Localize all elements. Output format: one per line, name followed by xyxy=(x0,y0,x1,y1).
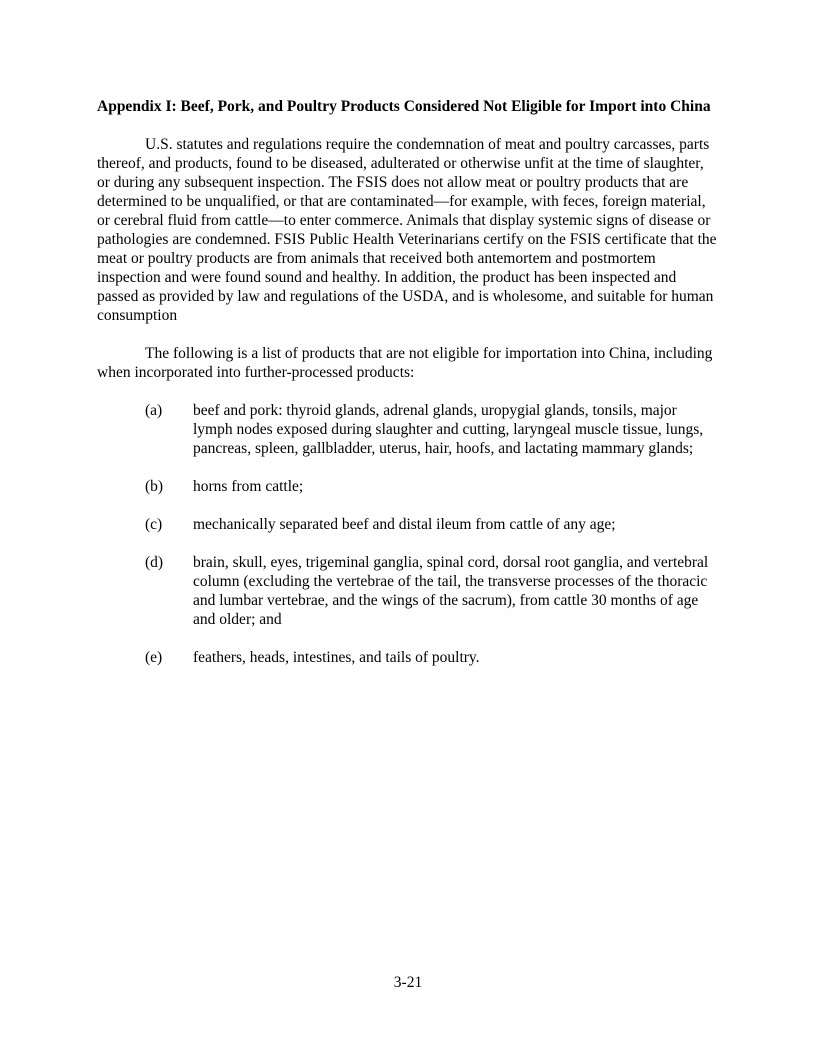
list-item-text: brain, skull, eyes, trigeminal ganglia, spinal cord, dorsal root ganglia, and vertebral column (excluding the vertebrae of the tail, the transverse processes of the thoracic and lumbar vertebrae, and the wings of the sacrum), from cattle 30 months of age and older; and xyxy=(193,554,709,628)
list-item xyxy=(97,477,719,496)
body-paragraph-condemnation: U.S. statutes and regulations require the condemnation of meat and poultry carcasses, parts thereof, and products, found to be diseased, adulterated or otherwise unfit at the time of slaughter, or during any subsequent inspection. The FSIS does not allow meat or poultry products that are determined to be unqualified, or that are contaminated—for example, with feces, foreign material, or cerebral fluid from cattle—to enter commerce. Animals that display systemic signs of disease or pathologies are condemned. FSIS Public Health Veterinarians certify on the FSIS certificate that the meat or poultry products are from animals that received both antemortem and postmortem inspection and were found sound and healthy. In addition, the product has been inspected and passed as provided by law and regulations of the USDA, and is wholesome, and suitable for human consumption xyxy=(97,136,717,324)
list-item-text: feathers, heads, intestines, and tails of poultry. xyxy=(193,649,480,666)
page-number: 3-21 xyxy=(393,974,423,991)
list-item-marker: (c) xyxy=(145,516,163,533)
body-paragraph-list-intro: The following is a list of products that are not eligible for importation into China, including when incorporated into further-processed products: xyxy=(97,345,713,381)
list-item-marker: (a) xyxy=(145,402,163,419)
list-item-marker: (e) xyxy=(145,649,163,666)
list-item xyxy=(97,648,719,667)
appendix-heading: Appendix I: Beef, Pork, and Poultry Products Considered Not Eligible for Import into China xyxy=(97,98,711,115)
list-item-text: beef and pork: thyroid glands, adrenal glands, uropygial glands, tonsils, major lymph nodes exposed during slaughter and cutting, laryngeal muscle tissue, lungs, pancreas, spleen, gallbladder, uterus, hair, hoofs, and lactating mammary glands; xyxy=(193,402,704,457)
list-item xyxy=(97,515,719,534)
list-item xyxy=(97,401,719,458)
list-item xyxy=(97,553,719,629)
list-item-marker: (b) xyxy=(145,478,164,495)
ineligible-products-list xyxy=(97,401,719,667)
list-item-text: mechanically separated beef and distal ileum from cattle of any age; xyxy=(193,516,616,533)
document-page xyxy=(97,97,719,686)
list-item-text: horns from cattle; xyxy=(193,478,304,495)
list-item-marker: (d) xyxy=(145,554,164,571)
